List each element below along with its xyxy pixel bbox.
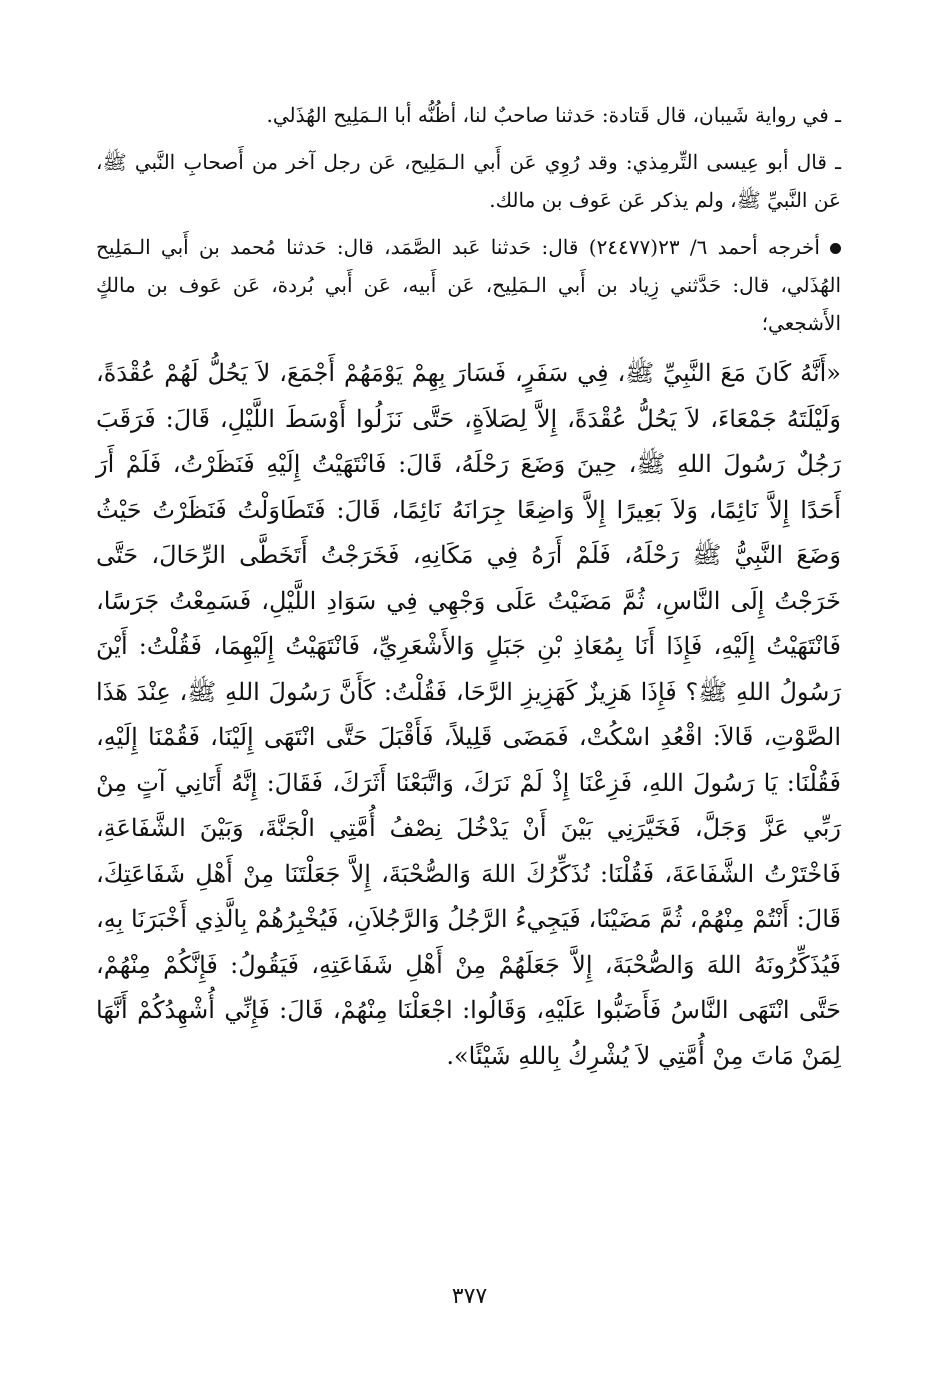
bullet-icon [830, 243, 841, 254]
note-shayban: ـ في رواية شَيبان، قال قَتادة: حَدثنا صاحبٌ لنا، أظُنُّه أبا الـمَلِيح الهُذَلي. [266, 103, 841, 127]
takhrij-text: أخرجه أحمد ٦/ ٢٣(٢٤٤٧٧) قال: حَدثنا عَبد الصَّمَد، قال: حَدثنا مُحمد بن أَبي الـمَلِيح الهُذَلي، قال: حَدَّثني زِياد بن أَبي الـمَلِيح، عَن أَبيه، عَن أَبي بُردة، عَن عَوف بن مالكٍ الأَشجعي؛ [96, 235, 841, 335]
takhrij-paragraph [96, 228, 841, 342]
note-tirmidhi: ـ قال أبو عِيسى التِّرمِذي: وقد رُوِي عَن أَبي الـمَلِيح، عَن رجل آخر من أَصحابِ النَّبي ﷺ، عَن النَّبيِّ ﷺ، ولم يذكر عَن عَوف بن مالك. [96, 150, 841, 212]
footnote-section [96, 96, 841, 342]
hadith-text: «أَنَّهُ كَانَ مَعَ النَّبِيِّ ﷺ، فِي سَفَرٍ، فَسَارَ بِهِمْ يَوْمَهُمْ أَجْمَعَ، لاَ يَحُلُّ لَهُمْ عُقْدَةً، وَلَيْلَتَهُ جَمْعَاءَ، لاَ يَحُلُّ عُقْدَةً، إِلاَّ لِصَلاَةٍ، حَتَّى نَزَلُوا أَوْسَطَ اللَّيْلِ، قَالَ: فَرَقَبَ رَجُلٌ رَسُولَ اللهِ ﷺ، حِينَ وَضَعَ رَحْلَهُ، قَالَ: فَانْتَهَيْتُ إِلَيْهِ فَنَظَرْتُ، فَلَمْ أَرَ أَحَدًا إِلاَّ نَائِمًا، وَلاَ بَعِيرًا إِلاَّ وَاضِعًا جِرَانَهُ نَائِمًا، قَالَ: فَتَطَاوَلْتُ فَنَظَرْتُ حَيْثُ وَضَعَ النَّبِيُّ ﷺ رَحْلَهُ، فَلَمْ أَرَهُ فِي مَكَانِهِ، فَخَرَجْتُ أَتَخَطَّى الرِّحَالَ، حَتَّى خَرَجْتُ إِلَى النَّاسِ، ثُمَّ مَضَيْتُ عَلَى وَجْهِي فِي سَوَادِ اللَّيْلِ، فَسَمِعْتُ جَرَسًا، فَانْتَهَيْتُ إِلَيْهِ، فَإِذَا أَنَا بِمُعَاذِ بْنِ جَبَلٍ وَالأَشْعَرِيِّ، فَانْتَهَيْتُ إِلَيْهِمَا، فَقُلْتُ: أَيْنَ رَسُولُ اللهِ ﷺ؟ فَإِذَا هَزِيزٌ كَهَزِيزِ الرَّحَا، فَقُلْتُ: كَأَنَّ رَسُولَ اللهِ ﷺ، عِنْدَ هَذَا الصَّوْتِ، قَالاَ: اقْعُدِ اسْكُتْ، فَمَضَى قَلِيلاً، فَأَقْبَلَ حَتَّى انْتَهَى إِلَيْنَا، فَقُمْنَا إِلَيْهِ، فَقُلْنَا: يَا رَسُولَ اللهِ، فَزِعْنَا إِذْ لَمْ نَرَكَ، وَاتَّبَعْنَا أَثَرَكَ، فَقَالَ: إِنَّهُ أَتَانِي آتٍ مِنْ رَبِّي عَزَّ وَجَلَّ، فَخَيَّرَنِي بَيْنَ أَنْ يَدْخُلَ نِصْفُ أُمَّتِي الْجَنَّةَ، وَبَيْنَ الشَّفَاعَةِ، فَاخْتَرْتُ الشَّفَاعَةَ، فَقُلْنَا: نُذَكِّرُكَ اللهَ وَالصُّحْبَةَ، إِلاَّ جَعَلْتَنَا مِنْ أَهْلِ شَفَاعَتِكَ، قَالَ: أَنْتُمْ مِنْهُمْ، ثُمَّ مَضَيْنَا، فَيَجِيءُ الرَّجُلُ وَالرَّجُلاَنِ، فَيُخْبِرُهُمْ بِالَّذِي أَخْبَرَنَا بِهِ، فَيُذَكِّرُونَهُ اللهَ وَالصُّحْبَةَ، إِلاَّ جَعَلَهُمْ مِنْ أَهْلِ شَفَاعَتِهِ، فَيَقُولُ: فَإِنَّكُمْ مِنْهُمْ، حَتَّى انْتَهَى النَّاسُ فَأَضَبُّوا عَلَيْهِ، وَقَالُوا: اجْعَلْنَا مِنْهُمْ، قَالَ: فَإِنِّي أُشْهِدُكُمْ أَنَّهَا لِمَنْ مَاتَ مِنْ أُمَّتِي لاَ يُشْرِكُ بِاللهِ شَيْئًا». [96, 359, 842, 1070]
page-body [96, 96, 841, 1079]
page-number: ٣٧٧ [451, 1284, 488, 1309]
